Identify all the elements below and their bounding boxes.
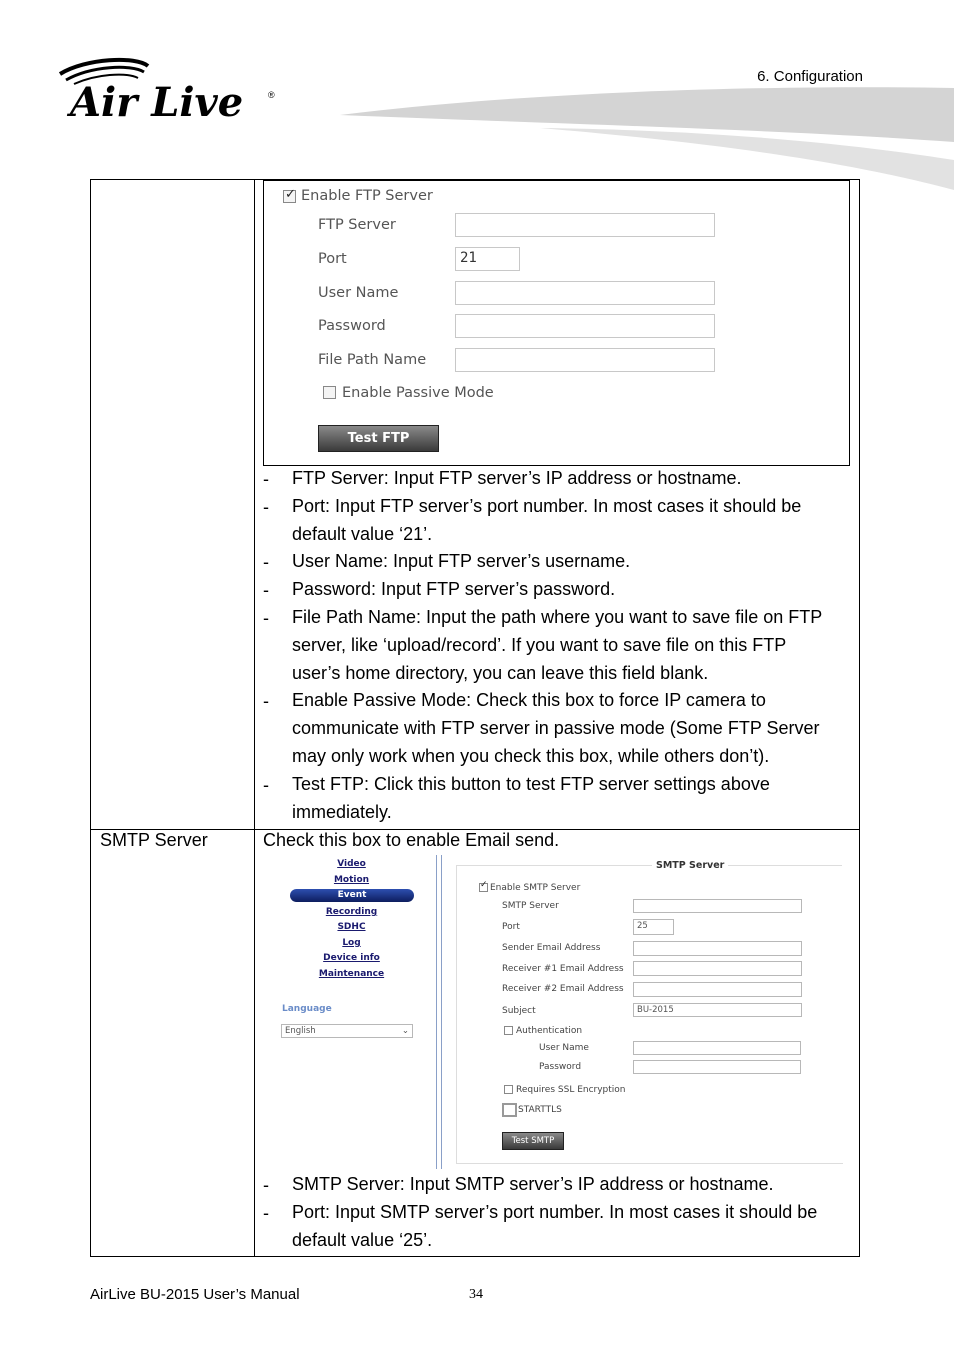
user-name-input[interactable] xyxy=(455,281,715,305)
chevron-down-icon: ⌄ xyxy=(401,1026,409,1036)
sender-email-input[interactable] xyxy=(633,941,802,956)
receiver2-email-label: Receiver #2 Email Address xyxy=(502,984,624,994)
port-input[interactable]: 21 xyxy=(455,247,520,271)
nav-sdhc[interactable]: SDHC xyxy=(337,922,366,932)
nav-motion[interactable]: Motion xyxy=(333,875,370,885)
starttls-checkbox[interactable] xyxy=(502,1103,517,1117)
note-ftp-server: FTP Server: Input FTP server’s IP address or hostname. xyxy=(292,468,742,488)
nav-video[interactable]: Video xyxy=(337,859,366,869)
ftp-server-input[interactable] xyxy=(455,213,715,237)
nav-event-active[interactable]: Event xyxy=(290,889,414,902)
ftp-server-label: FTP Server xyxy=(318,217,396,233)
note-port: Port: Input FTP server’s port number. In most cases it should be default value ‘21’. xyxy=(292,496,802,544)
ssl-checkbox[interactable] xyxy=(504,1085,513,1094)
nav-log[interactable]: Log xyxy=(342,938,361,948)
smtp-intro: Check this box to enable Email send. xyxy=(263,830,560,850)
smtp-settings-screenshot xyxy=(274,855,850,1173)
panel-divider xyxy=(436,855,442,1169)
smtp-row-label: SMTP Server xyxy=(100,830,208,850)
note-test-ftp: Test FTP: Click this button to test FTP server settings above immediately. xyxy=(292,774,770,822)
note-user-name: User Name: Input FTP server’s username. xyxy=(292,551,631,571)
authentication-label: Authentication xyxy=(516,1026,583,1036)
section-title: 6. Configuration xyxy=(757,68,863,85)
receiver2-email-input[interactable] xyxy=(633,982,802,997)
passive-mode-checkbox[interactable] xyxy=(323,386,336,399)
ssl-label: Requires SSL Encryption xyxy=(516,1085,626,1095)
smtp-port-input[interactable]: 25 xyxy=(633,919,674,935)
enable-ftp-label: Enable FTP Server xyxy=(301,188,433,204)
passive-mode-label: Enable Passive Mode xyxy=(342,385,494,401)
language-select[interactable]: English ⌄ xyxy=(281,1024,413,1038)
note-password: Password: Input FTP server’s password. xyxy=(292,579,616,599)
authentication-checkbox[interactable] xyxy=(504,1026,513,1035)
enable-smtp-label: Enable SMTP Server xyxy=(490,883,581,893)
sender-email-label: Sender Email Address xyxy=(502,943,601,953)
note-smtp-port: Port: Input SMTP server’s port number. In most cases it should be default value ‘25’. xyxy=(292,1202,818,1250)
language-label: Language xyxy=(282,1004,332,1014)
page-number: 34 xyxy=(469,1287,483,1302)
password-input[interactable] xyxy=(455,314,715,338)
note-file-path: File Path Name: Input the path where you want to save file on FTP server, like ‘upload/record’. If you want to save file on this FTP user’s home directory, you can leave this field blank. xyxy=(292,607,823,683)
subject-label: Subject xyxy=(502,1006,536,1016)
user-name-label: User Name xyxy=(318,285,399,301)
svg-text:Air Live: Air Live xyxy=(70,79,244,126)
auth-user-name-label: User Name xyxy=(539,1043,589,1053)
header-swoosh xyxy=(340,80,954,195)
ftp-settings-screenshot xyxy=(263,180,850,466)
nav-maintenance[interactable]: Maintenance xyxy=(318,969,385,979)
footer-manual-title: AirLive BU-2015 User’s Manual xyxy=(90,1286,300,1303)
auth-user-name-input[interactable] xyxy=(633,1041,801,1055)
enable-ftp-checkbox[interactable] xyxy=(283,190,296,203)
smtp-server-input[interactable] xyxy=(633,899,802,913)
airlive-logo xyxy=(56,56,286,126)
smtp-server-label: SMTP Server xyxy=(502,901,559,911)
note-smtp-server: SMTP Server: Input SMTP server’s IP address or hostname. xyxy=(292,1174,774,1194)
file-path-label: File Path Name xyxy=(318,352,427,368)
smtp-port-label: Port xyxy=(502,922,520,932)
note-passive-mode: Enable Passive Mode: Check this box to force IP camera to communicate with FTP server in passive mode (Some FTP Server may only work when you check this box, while others don’t). xyxy=(292,690,820,766)
test-smtp-button[interactable]: Test SMTP xyxy=(502,1132,564,1150)
smtp-panel-title: SMTP Server xyxy=(652,860,728,871)
enable-smtp-checkbox[interactable] xyxy=(479,883,488,892)
receiver1-email-input[interactable] xyxy=(633,961,802,976)
auth-password-label: Password xyxy=(539,1062,582,1072)
nav-device-info[interactable]: Device info xyxy=(323,953,380,963)
receiver1-email-label: Receiver #1 Email Address xyxy=(502,964,624,974)
file-path-input[interactable] xyxy=(455,348,715,372)
auth-password-input[interactable] xyxy=(633,1060,801,1074)
starttls-label: STARTTLS xyxy=(518,1105,562,1115)
nav-recording[interactable]: Recording xyxy=(325,907,378,917)
column-divider xyxy=(254,179,255,1257)
port-label: Port xyxy=(318,251,347,267)
test-ftp-button[interactable]: Test FTP xyxy=(318,425,439,452)
svg-text:®: ® xyxy=(268,90,275,100)
subject-input[interactable]: BU-2015 xyxy=(633,1003,802,1017)
password-label: Password xyxy=(318,318,386,334)
